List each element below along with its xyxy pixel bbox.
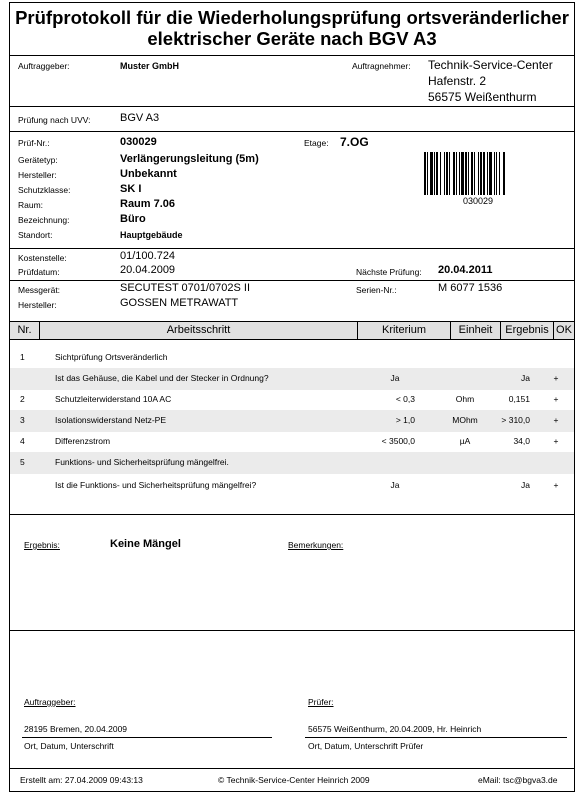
barcode-bar <box>468 152 469 195</box>
sig-pruefer-label: Prüfer: <box>308 697 334 707</box>
row-einheit: Ohm <box>455 394 475 404</box>
row-ergebnis: Ja <box>521 480 530 490</box>
row-kriterium: Ja <box>390 480 400 490</box>
row-kriterium: < 3500,0 <box>381 436 415 446</box>
barcode-bar <box>456 152 457 195</box>
barcode-bar <box>496 152 497 195</box>
row-ok: + <box>553 436 559 446</box>
table-row <box>10 410 574 432</box>
bezeichnung-label: Bezeichnung: <box>18 215 70 225</box>
row-einheit: MOhm <box>452 415 478 425</box>
table-row <box>10 431 574 453</box>
standort-label: Standort: <box>18 230 53 240</box>
row-einheit: µA <box>459 436 471 446</box>
sig-pruefer-line: 56575 Weißenthurm, 20.04.2009, Hr. Heinrich <box>308 724 482 734</box>
table-header <box>9 321 575 340</box>
row-ergebnis: Ja <box>521 373 530 383</box>
header-kriterium: Kriterium <box>358 322 451 339</box>
barcode-bar <box>480 152 482 195</box>
barcode-bar <box>487 152 488 195</box>
row-ergebnis: 34,0 <box>513 436 530 446</box>
barcode-bar <box>471 152 473 195</box>
footer-copyright: © Technik-Service-Center Heinrich 2009 <box>218 775 370 785</box>
barcode-bar <box>499 152 500 195</box>
barcode-bar <box>474 152 475 195</box>
etage-value: 7.OG <box>340 135 369 149</box>
kostenstelle-value: 01/100.724 <box>120 250 176 262</box>
table-row <box>10 347 574 369</box>
naechste-pruefung-label: Nächste Prüfung: <box>356 267 422 277</box>
row-text: Schutzleiterwiderstand 10A AC <box>55 394 172 404</box>
schutzklasse-value: SK I <box>120 183 142 195</box>
row-nr: 4 <box>20 436 25 446</box>
title-line-1: Prüfprotokoll für die Wiederholungsprüfung ortsveränderlicher <box>15 7 569 28</box>
header-arbeitsschritt: Arbeitsschritt <box>40 322 358 339</box>
sig-auftraggeber-label: Auftraggeber: <box>24 697 76 707</box>
row-nr: 5 <box>20 457 25 467</box>
barcode-bar <box>483 152 485 195</box>
etage-label: Etage: <box>304 138 329 148</box>
row-ok: + <box>553 415 559 425</box>
divider <box>9 131 575 132</box>
barcode-number: 030029 <box>462 196 494 206</box>
ergebnis-value: Keine Mängel <box>110 538 181 550</box>
footer-email: eMail: tsc@bgva3.de <box>478 775 558 785</box>
header-ergebnis: Ergebnis <box>501 322 554 339</box>
row-ergebnis: > 310,0 <box>501 415 530 425</box>
auftraggeber-value: Muster GmbH <box>120 61 180 71</box>
barcode-bar <box>444 152 445 195</box>
serien-nr-label: Serien-Nr.: <box>356 285 397 295</box>
divider <box>9 514 575 515</box>
barcode-bar <box>434 152 435 195</box>
pruefdatum-label: Prüfdatum: <box>18 267 60 277</box>
kostenstelle-label: Kostenstelle: <box>18 253 67 263</box>
auftragnehmer-line-2: Hafenstr. 2 <box>428 74 487 88</box>
row-nr: 3 <box>20 415 25 425</box>
row-nr: 1 <box>20 352 25 362</box>
bemerkungen-label: Bemerkungen: <box>288 540 344 550</box>
signature-line <box>22 737 272 738</box>
auftragnehmer-label: Auftragnehmer: <box>352 61 411 71</box>
auftragnehmer-line-3: 56575 Weißenthurm <box>428 90 537 104</box>
row-ergebnis: 0,151 <box>508 394 530 404</box>
row-text: Differenzstrom <box>55 436 111 446</box>
header-einheit: Einheit <box>451 322 501 339</box>
meter-hersteller-label: Hersteller: <box>18 300 57 310</box>
serien-nr-value: M 6077 1536 <box>438 282 503 294</box>
row-text: Sichtprüfung Ortsveränderlich <box>55 352 168 362</box>
sig-auftraggeber-caption: Ort, Datum, Unterschrift <box>24 741 114 751</box>
row-text: Ist das Gehäuse, die Kabel und der Stecker in Ordnung? <box>55 373 269 383</box>
sig-pruefer-caption: Ort, Datum, Unterschrift Prüfer <box>308 741 424 751</box>
row-ok: + <box>553 394 559 404</box>
table-row <box>10 389 574 411</box>
row-ok: + <box>553 480 559 490</box>
barcode-bar <box>449 152 450 195</box>
pruef-nr-label: Prüf-Nr.: <box>18 138 50 148</box>
row-kriterium: < 0,3 <box>395 394 415 404</box>
meter-hersteller-value: GOSSEN METRAWATT <box>120 297 239 309</box>
divider <box>9 106 575 107</box>
barcode <box>424 152 532 195</box>
barcode-bar <box>461 152 464 195</box>
divider <box>9 248 575 249</box>
row-nr: 2 <box>20 394 25 404</box>
messgeraet-value: SECUTEST 0701/0702S II <box>120 282 251 294</box>
geraetetyp-label: Gerätetyp: <box>18 155 58 165</box>
barcode-bar <box>459 152 460 195</box>
auftragnehmer-line-1: Technik-Service-Center <box>428 58 553 72</box>
table-row <box>10 368 574 390</box>
barcode-bar <box>465 152 467 195</box>
signature-line <box>305 737 567 738</box>
ergebnis-label: Ergebnis: <box>24 540 60 550</box>
row-text: Isolationswiderstand Netz-PE <box>55 415 167 425</box>
pruef-nr-value: 030029 <box>120 136 157 148</box>
divider <box>9 768 575 769</box>
schutzklasse-label: Schutzklasse: <box>18 185 71 195</box>
raum-value: Raum 7.06 <box>120 198 176 210</box>
table-row <box>10 452 574 474</box>
barcode-bar <box>436 152 438 195</box>
barcode-bar <box>440 152 441 195</box>
row-kriterium: Ja <box>390 373 400 383</box>
hersteller-value: Unbekannt <box>120 168 177 180</box>
barcode-bar <box>424 152 426 195</box>
table-row <box>10 475 574 497</box>
geraetetyp-value: Verlängerungsleitung (5m) <box>120 153 259 165</box>
naechste-pruefung-value: 20.04.2011 <box>438 264 493 276</box>
barcode-bar <box>453 152 455 195</box>
barcode-bar <box>489 152 492 195</box>
messgeraet-label: Messgerät: <box>18 285 61 295</box>
row-text: Funktions- und Sicherheitsprüfung mängelfrei. <box>55 457 229 467</box>
divider <box>9 280 575 281</box>
sig-auftraggeber-line: 28195 Bremen, 20.04.2009 <box>24 724 128 734</box>
header-ok: OK <box>556 324 572 336</box>
pruefung-label: Prüfung nach UVV: <box>18 115 91 125</box>
title-line-2: elektrischer Geräte nach BGV A3 <box>147 28 437 49</box>
barcode-bar <box>430 152 433 195</box>
bezeichnung-value: Büro <box>120 213 146 225</box>
row-ok: + <box>553 373 559 383</box>
pruefung-value: BGV A3 <box>120 112 160 124</box>
barcode-bar <box>494 152 495 195</box>
divider <box>9 55 575 56</box>
barcode-bar <box>503 152 505 195</box>
barcode-bar <box>478 152 479 195</box>
pruefdatum-value: 20.04.2009 <box>120 264 176 276</box>
row-text: Ist die Funktions- und Sicherheitsprüfung mängelfrei? <box>55 480 257 490</box>
document-title <box>10 7 574 49</box>
barcode-bar <box>446 152 448 195</box>
hersteller-label: Hersteller: <box>18 170 57 180</box>
barcode-bar <box>427 152 428 195</box>
auftraggeber-label: Auftraggeber: <box>18 61 70 71</box>
row-kriterium: > 1,0 <box>395 415 415 425</box>
standort-value: Hauptgebäude <box>120 230 183 240</box>
raum-label: Raum: <box>18 200 44 210</box>
divider <box>9 630 575 631</box>
footer-erstellt: Erstellt am: 27.04.2009 09:43:13 <box>20 775 143 785</box>
header-nr: Nr. <box>10 322 40 339</box>
